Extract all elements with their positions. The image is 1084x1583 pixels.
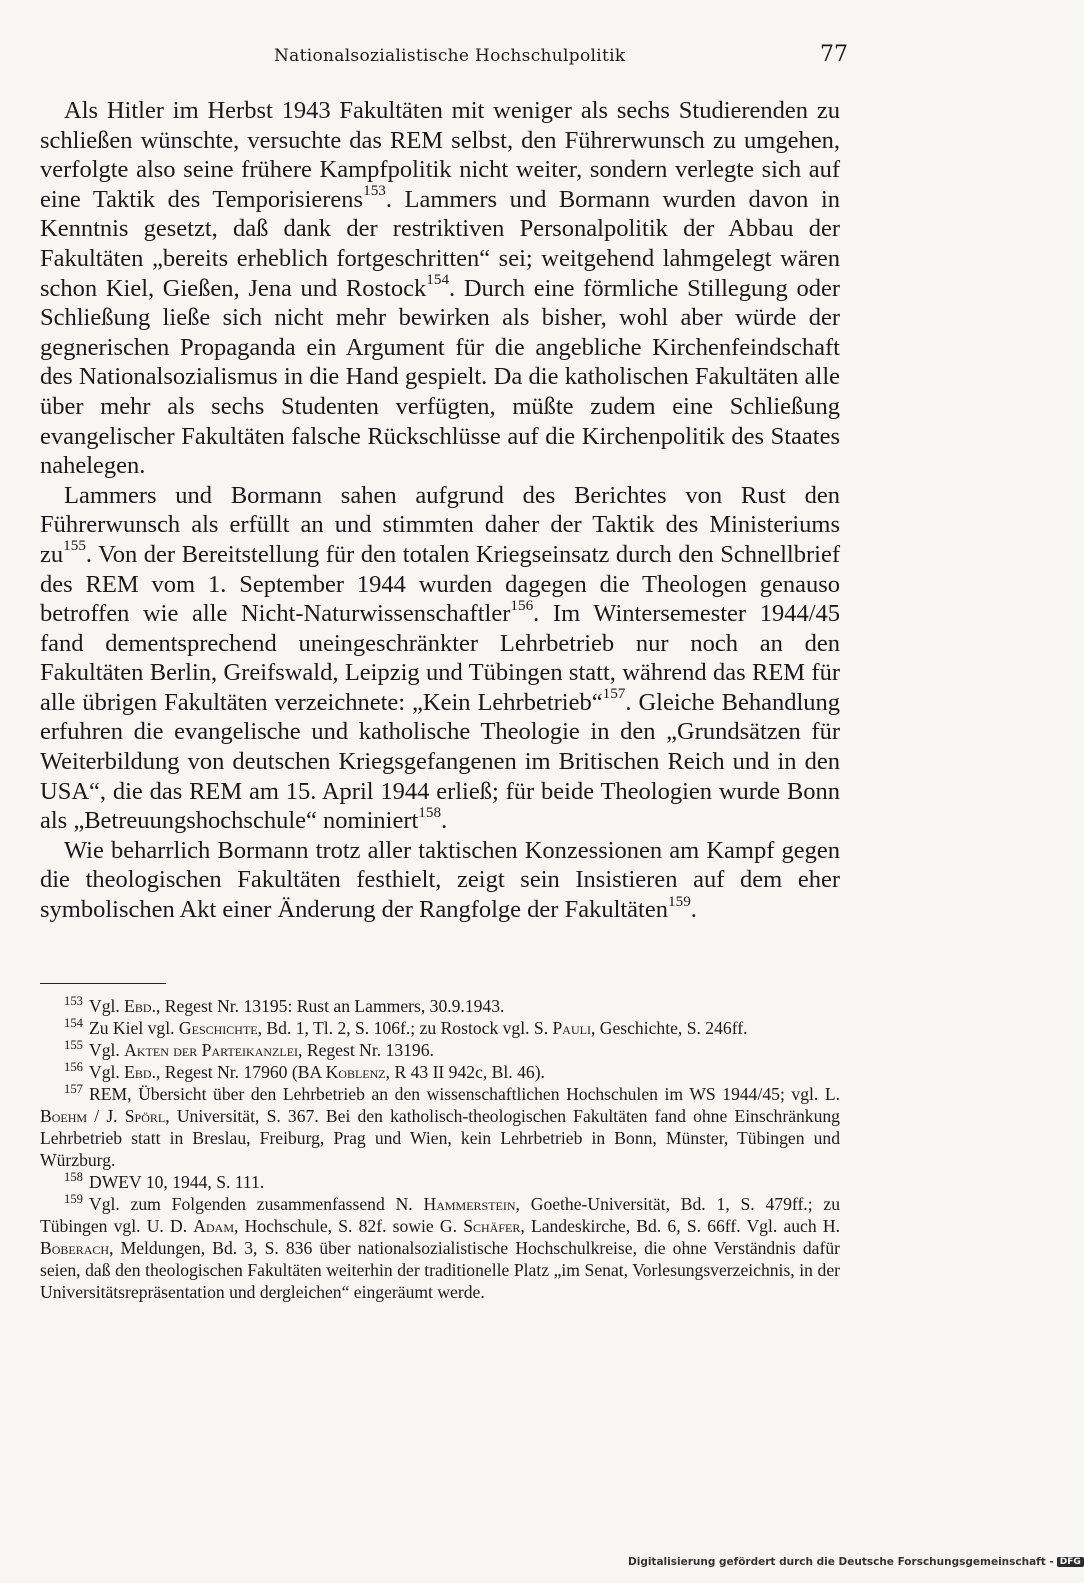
footnote — [40, 1083, 840, 1171]
credit-text: Digitalisierung gefördert durch die Deutsche Forschungsgemeinschaft - — [628, 1556, 1054, 1568]
text-run: . Durch eine förmliche Stillegung oder Schließung ließe sich nicht mehr bewirken als bisher, wohl aber würde der gegnerischen Propaganda ein Argument für die angebliche Kirchenfeindschaft des Nationalsozialismus in die Hand gespielt. Da die katholischen Fakultäten alle über mehr als sechs Studenten verfügten, müßte zudem eine Schließung evangelischer Fakultäten falsche Rückschlüsse auf die Kirchenpolitik des Staates nahelegen. — [40, 274, 840, 480]
author-name: Adam — [193, 1216, 235, 1236]
paragraph — [40, 481, 840, 836]
text-run: . Gleiche Behandlung erfuhren die evangelische und katholische Theologie in den „Grundsätzen für Weiterbildung von deutschen Kriegsgefangenen im Britischen Reich und in den USA“, die das REM am 15. April 1944 erließ; für beide Theologien wurde Bonn als „Betreuungshochschule“ nominiert — [40, 688, 840, 835]
footnote-ref: 157 — [602, 685, 626, 703]
footnote-number: 157 — [64, 1082, 83, 1097]
text-run: Vgl. zum Folgenden zusammenfassend N. — [88, 1194, 424, 1214]
footnote-ref: 154 — [426, 271, 450, 289]
author-name: Ebd. — [124, 1062, 156, 1082]
text-run: . Im Wintersemester 1944/45 fand dementsprechend uneingeschränkter Lehrbetrieb nur noch an den Fakultäten Berlin, Greifswald, Leipzig und Tübingen statt, während das REM für alle übrigen Fakultäten verzeichnete: „Kein Lehrbetrieb“ — [40, 600, 840, 716]
dfg-logo: DFG — [1057, 1557, 1084, 1567]
footnote-number: 159 — [64, 1192, 83, 1207]
text-run: Vgl. — [88, 1040, 125, 1060]
author-name: Schäfer — [463, 1216, 521, 1236]
text-run: DWEV 10, 1944, S. 111. — [88, 1172, 265, 1192]
footnote-number: 156 — [64, 1060, 83, 1075]
footnote — [40, 1061, 840, 1083]
footnote-number: 154 — [64, 1016, 83, 1031]
footnote-rule — [40, 983, 166, 984]
footnote-ref: 153 — [363, 182, 386, 200]
footnote — [40, 1017, 840, 1039]
text-run: . — [690, 896, 697, 924]
text-run: , Goethe-Universität, Bd. 1, S. 479ff.; zu Tübingen vgl. U. D. — [40, 1194, 840, 1236]
text-run: , Bd. 1, Tl. 2, S. 106f.; zu Rostock vgl. S. — [257, 1018, 553, 1038]
footnote — [40, 995, 840, 1017]
text-run: , R 43 II 942c, Bl. 46). — [385, 1062, 545, 1082]
digitization-credit — [628, 1556, 1084, 1568]
text-run: Als Hitler im Herbst 1943 Fakultäten mit weniger als sechs Studierenden zu schließen wünschte, versuchte das REM selbst, den Führerwunsch zu umgehen, verfolgte also seine frühere Kampfpolitik nicht weiter, sondern verlegte sich auf eine Taktik des Temporisierens — [40, 97, 840, 213]
paragraph — [40, 96, 840, 481]
text-run: , Hochschule, S. 82f. sowie G. — [234, 1216, 464, 1236]
source-name: Koblenz — [325, 1062, 386, 1082]
text-run: . — [441, 807, 448, 835]
footnote-number: 155 — [64, 1038, 83, 1053]
text-run: . Lammers und Bormann wurden davon in Kenntnis gesetzt, daß dank der restriktiven Personalpolitik der Abbau der Fakultäten „bereits erheblich fortgeschritten“ sei; weitgehend lahmgelegt wären schon Kiel, Gießen, Jena und Rostock — [40, 185, 841, 302]
text-run: . Von der Bereitstellung für den totalen Kriegseinsatz durch den Schnellbrief des REM vom 1. September 1944 wurden dagegen die Theologen genauso betroffen wie alle Nicht-Naturwissenschaftler — [40, 540, 840, 628]
author-name: Spörl — [124, 1106, 166, 1126]
main-text — [40, 96, 840, 925]
author-name: Boberach — [40, 1238, 110, 1258]
footnote-number: 158 — [64, 1170, 83, 1185]
text-run: REM, Übersicht über den Lehrbetrieb an den wissenschaftlichen Hochschulen im WS 1944/45; vgl. L. — [88, 1084, 840, 1104]
author-name: Boehm — [40, 1106, 88, 1126]
text-run: , Regest Nr. 13196. — [298, 1040, 434, 1060]
text-run: Vgl. — [88, 1062, 125, 1082]
author-name: Pauli — [552, 1018, 591, 1038]
text-run: Lammers und Bormann sahen aufgrund des Berichtes von Rust den Führerwunsch als erfüllt an und stimmten daher der Taktik des Ministeriums zu — [40, 481, 840, 568]
text-run: Zu Kiel vgl. — [88, 1018, 179, 1038]
footnote — [40, 1171, 840, 1193]
footnote-number: 153 — [64, 994, 83, 1009]
footnote — [40, 1193, 840, 1303]
text-run: , Regest Nr. 17960 (BA — [156, 1062, 326, 1082]
footnotes — [40, 995, 840, 1303]
author-name: Geschichte — [178, 1018, 258, 1038]
text-run: , Meldungen, Bd. 3, S. 836 über nationalsozialistische Hochschulkreise, die ohne Verständnis dafür seien, daß den theologischen Fakultäten weiterhin der traditionelle Platz „im Senat, Vorlesungsverzeichnis, in der Universitätsrepräsentation und dergleichen“ eingeräumt werde. — [40, 1238, 840, 1302]
footnote-ref: 158 — [418, 803, 442, 821]
author-name: Hammerstein — [423, 1194, 516, 1214]
text-run: Wie beharrlich Bormann trotz aller taktischen Konzessionen am Kampf gegen die theologischen Fakultäten festhielt, zeigt sein Insistieren auf dem eher symbolischen Akt einer Änderung der Rangfolge der Fakultäten — [40, 836, 840, 924]
running-head: Nationalsozialistische Hochschulpolitik — [274, 46, 626, 66]
page-number: 77 — [820, 42, 848, 67]
footnote-ref: 156 — [510, 596, 534, 614]
footnote — [40, 1039, 840, 1061]
text-run: , Universität, S. 367. Bei den katholisch-theologischen Fakultäten fand ohne Einschränkung Lehrbetrieb statt in Breslau, Freiburg, Prag und Wien, kein Lehrbetrieb in Bonn, Münster, Tübingen und Würzburg. — [40, 1106, 840, 1170]
text-run: , Geschichte, S. 246ff. — [590, 1018, 748, 1038]
footnote-ref: 159 — [668, 892, 691, 910]
author-name: Ebd. — [124, 996, 156, 1016]
text-run: Vgl. — [88, 996, 125, 1016]
footnote-ref: 155 — [63, 537, 86, 555]
text-run: / J. — [87, 1106, 125, 1126]
paragraph — [40, 836, 840, 925]
text-run: , Regest Nr. 13195: Rust an Lammers, 30.9.1943. — [156, 996, 505, 1016]
text-run: , Landeskirche, Bd. 6, S. 66ff. Vgl. auch H. — [520, 1216, 840, 1236]
source-name: Akten der Parteikanzlei — [124, 1040, 299, 1060]
